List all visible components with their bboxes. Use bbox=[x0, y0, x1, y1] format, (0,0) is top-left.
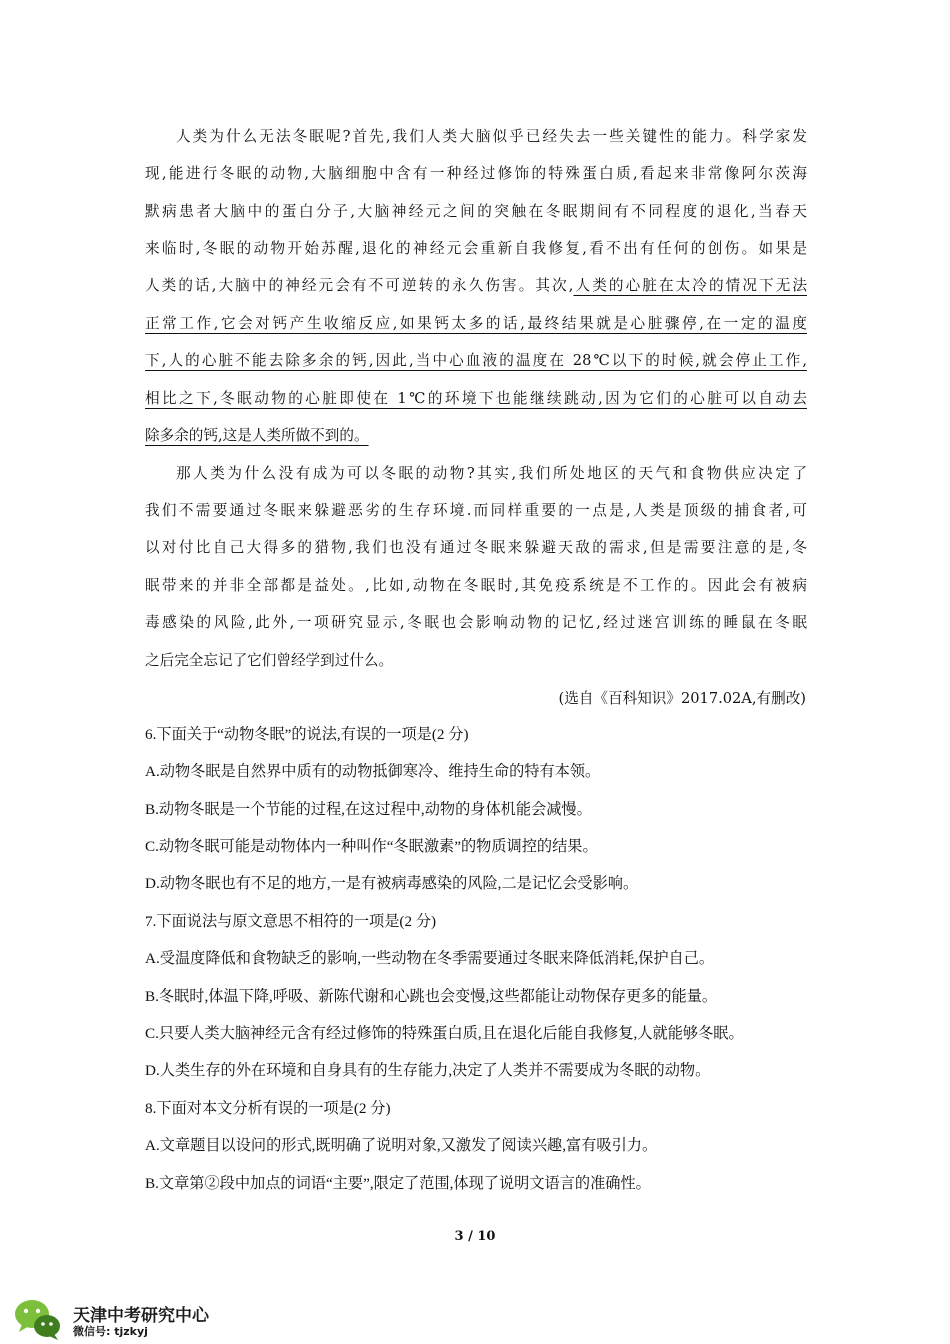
passage-line: 以对付比自己大得多的猎物,我们也没有通过冬眠来躲避天敌的需求,但是需要注意的是,冬 bbox=[145, 539, 807, 556]
passage-line: 默病患者大脑中的蛋白分子,大脑神经元之间的突触在冬眠期间有不同程度的退化,当春天 bbox=[145, 203, 807, 220]
wechat-logo-icon bbox=[14, 1297, 62, 1341]
passage-line: 眠带来的并非全部都是益处。,比如,动物在冬眠时,其免疫系统是不工作的。因此会有被病 bbox=[145, 577, 807, 594]
option-7d: D.人类生存的外在环境和自身具有的生存能力,决定了人类并不需要成为冬眠的动物。 bbox=[145, 1062, 711, 1079]
option-7b: B.冬眠时,体温下降,呼吸、新陈代谢和心跳也会变慢,这些都能让动物保存更多的能量。 bbox=[145, 988, 718, 1005]
passage-line: 毒感染的风险,此外,一项研究显示,冬眠也会影响动物的记忆,经过迷宫训练的睡鼠在冬眠 bbox=[145, 614, 807, 631]
passage-line: 之后完全忘记了它们曾经学到过什么。 bbox=[145, 652, 394, 669]
option-8a: A.文章题目以设问的形式,既明确了说明对象,又激发了阅读兴趣,富有吸引力。 bbox=[145, 1137, 658, 1154]
question-7: 7.下面说法与原文意思不相符的一项是(2 分) bbox=[145, 913, 437, 930]
option-6d: D.动物冬眠也有不足的地方,一是有被病毒感染的风险,二是记忆会受影响。 bbox=[145, 875, 639, 892]
option-7c: C.只要人类大脑神经元含有经过修饰的特殊蛋白质,且在退化后能自我修复,人就能够冬眠。 bbox=[145, 1025, 744, 1042]
logo-bubble-small bbox=[34, 1315, 60, 1337]
passage-line-underlined: 相比之下,冬眠动物的心脏即使在 1℃的环境下也能继续跳动,因为它们的心脏可以自动去 bbox=[145, 390, 807, 407]
option-6c: C.动物冬眠可能是动物体内一种叫作“冬眠激素”的物质调控的结果。 bbox=[145, 838, 598, 855]
option-6a: A.动物冬眠是自然界中质有的动物抵御寒冷、维持生命的特有本领。 bbox=[145, 763, 601, 780]
passage-line: 来临时,冬眠的动物开始苏醒,退化的神经元会重新自我修复,看不出有任何的创伤。如果是 bbox=[145, 240, 807, 257]
logo-eye bbox=[24, 1309, 28, 1313]
logo-eye bbox=[41, 1322, 45, 1326]
passage-line: 我们不需要通过冬眠来躲避恶劣的生存环境.而同样重要的一点是,人类是顶级的捕食者,可 bbox=[145, 502, 807, 519]
brand-name: 天津中考研究中心 bbox=[73, 1306, 209, 1326]
logo-eye bbox=[36, 1309, 40, 1313]
passage-line-underlined: 除多余的钙,这是人类所做不到的。 bbox=[145, 427, 369, 444]
passage-line: 现,能进行冬眠的动物,大脑细胞中含有一种经过修饰的特殊蛋白质,看起来非常像阿尔茨海 bbox=[145, 165, 807, 182]
wechat-id: 微信号: tjzkyj bbox=[73, 1325, 148, 1338]
underlined-text: 人类的心脏在太冷的情况下无法 bbox=[573, 277, 807, 294]
source-citation: (选自《百科知识》2017.02A,有删改) bbox=[558, 690, 806, 707]
option-7a: A.受温度降低和食物缺乏的影响,一些动物在冬季需要通过冬眠来降低消耗,保护自己。 bbox=[145, 950, 715, 967]
option-8b: B.文章第②段中加点的词语“主要”,限定了范围,体现了说明文语言的准确性。 bbox=[145, 1175, 651, 1192]
option-6b: B.动物冬眠是一个节能的过程,在这过程中,动物的身体机能会减慢。 bbox=[145, 801, 592, 818]
page-number: 3 / 10 bbox=[454, 1229, 496, 1244]
passage-line: 那人类为什么没有成为可以冬眠的动物?其实,我们所处地区的天气和食物供应决定了 bbox=[176, 465, 807, 482]
question-6: 6.下面关于“动物冬眠”的说法,有误的一项是(2 分) bbox=[145, 726, 469, 743]
passage-line-underlined: 下,人的心脏不能去除多余的钙,因此,当中心血液的温度在 28℃以下的时候,就会停止工作, bbox=[145, 352, 807, 369]
logo-eye bbox=[49, 1322, 53, 1326]
passage-text: 人类的话,大脑中的神经元会有不可逆转的永久伤害。其次, bbox=[145, 277, 574, 294]
passage-line: 人类为什么无法冬眠呢?首先,我们人类大脑似乎已经失去一些关键性的能力。科学家发 bbox=[176, 128, 807, 145]
question-8: 8.下面对本文分析有误的一项是(2 分) bbox=[145, 1100, 391, 1117]
passage-line-mixed bbox=[145, 271, 807, 301]
passage-line-underlined: 正常工作,它会对钙产生收缩反应,如果钙太多的话,最终结果就是心脏骤停,在一定的温度 bbox=[145, 315, 807, 332]
